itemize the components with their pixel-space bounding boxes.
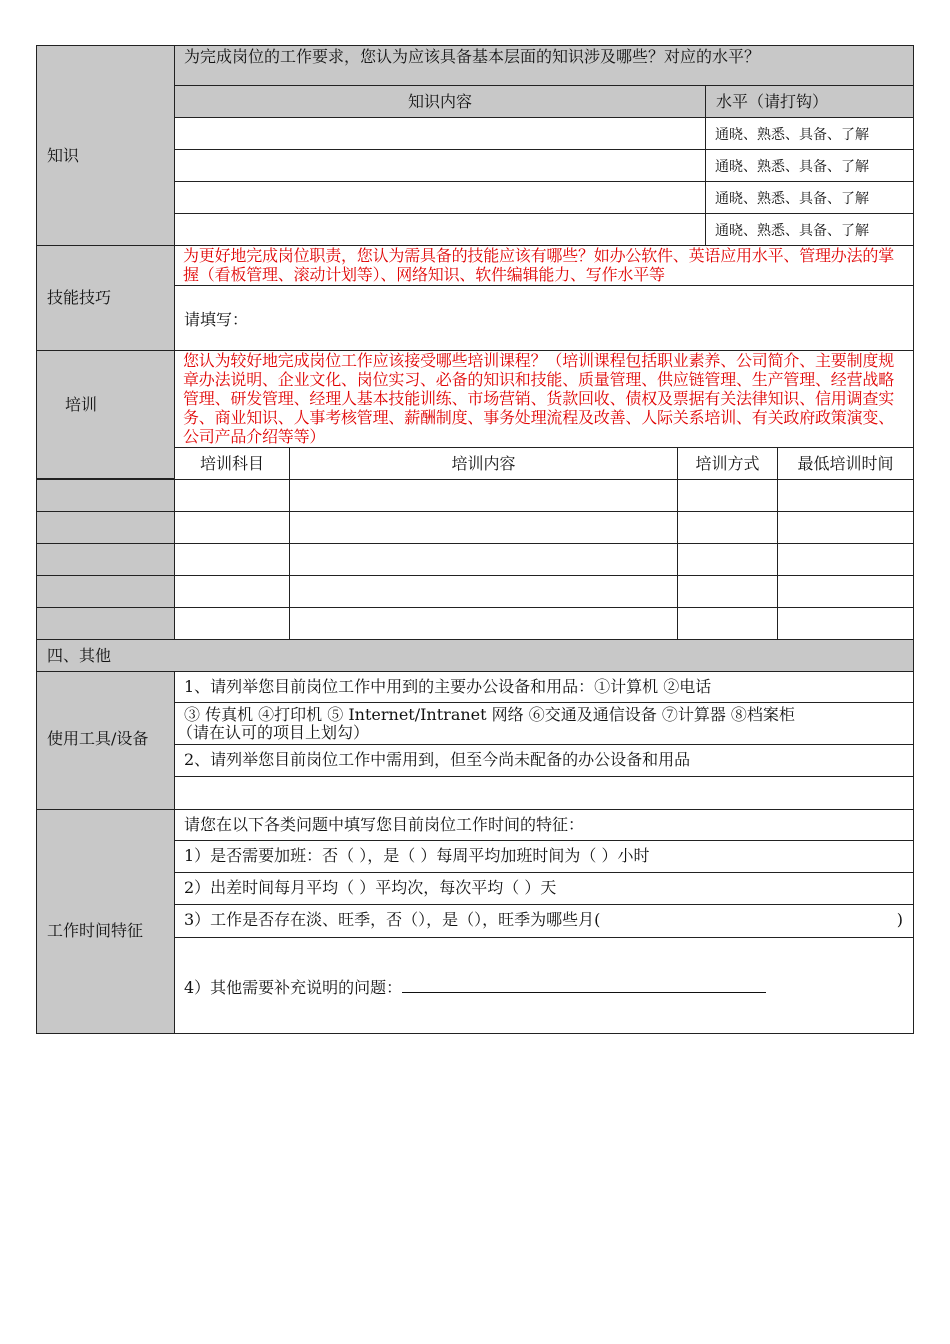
training-row-label: [36, 479, 175, 512]
skills-prompt: 为更好地完成岗位职责，您认为需具备的技能应该有哪些？如办公软件、英语应用水平、管理办法的掌握（看板管理、滚动计划等）、网络知识、软件编辑能力、写作水平等: [183, 246, 895, 284]
training-method-input[interactable]: [677, 479, 778, 512]
skills-label: 技能技巧: [47, 288, 112, 307]
tools-q1-cell: [174, 671, 914, 703]
training-subject-input[interactable]: [174, 511, 290, 544]
knowledge-label: 知识: [47, 146, 80, 165]
training-row-label: [36, 511, 175, 544]
training-time-input[interactable]: [777, 543, 914, 576]
training-label: 培训: [65, 395, 98, 414]
training-col-method: 培训方式: [677, 447, 778, 480]
tools-q2: 2、请列举您目前岗位工作中需用到，但至今尚未配备的办公设备和用品: [184, 750, 691, 769]
training-row-label: [36, 575, 175, 608]
worktime-other: 4）其他需要补充说明的问题：: [184, 978, 766, 998]
tools-options-cell[interactable]: [174, 702, 914, 745]
training-col-subject: 培训科目: [174, 447, 290, 480]
training-label-cell: [36, 350, 175, 479]
training-time-input[interactable]: [777, 511, 914, 544]
knowledge-content-input[interactable]: [174, 181, 706, 214]
worktime-overtime: 1）是否需要加班：否（ ），是（ ）每周平均加班时间为（ ）小时: [184, 846, 650, 865]
tools-options-note: （请在认可的项目上划勾）: [177, 723, 370, 742]
skills-label-cell: [36, 245, 175, 351]
worktime-intro-cell: [174, 809, 914, 841]
worktime-season: 3）工作是否存在淡、旺季，否（），是（），旺季为哪些月(: [184, 910, 601, 929]
training-content-input[interactable]: [289, 479, 678, 512]
worktime-intro: 请您在以下各类问题中填写您目前岗位工作时间的特征：: [184, 815, 585, 834]
training-col-time: 最低培训时间: [777, 447, 914, 480]
worktime-label: 工作时间特征: [47, 921, 144, 940]
knowledge-col-level: 水平（请打钩）: [705, 85, 914, 118]
job-analysis-form: [36, 45, 914, 1034]
training-row-label: [36, 543, 175, 576]
worktime-other-row[interactable]: [174, 937, 914, 1034]
training-subject-input[interactable]: [174, 607, 290, 640]
tools-q1: 1、请列举您目前岗位工作中用到的主要办公设备和用品：①计算机 ②电话: [184, 677, 712, 696]
training-col-content: 培训内容: [289, 447, 678, 480]
knowledge-question-cell: [174, 45, 914, 86]
knowledge-label-cell: [36, 45, 175, 246]
training-method-input[interactable]: [677, 607, 778, 640]
training-time-input[interactable]: [777, 479, 914, 512]
other-section-header: 四、其他: [36, 639, 914, 672]
training-row-label: [36, 607, 175, 640]
tools-label-cell: [36, 671, 175, 810]
knowledge-content-input[interactable]: [174, 213, 706, 246]
worktime-season-close: ): [896, 910, 903, 929]
training-time-input[interactable]: [777, 575, 914, 608]
knowledge-level-select[interactable]: 通晓、熟悉、具备、了解: [705, 181, 914, 214]
training-subject-input[interactable]: [174, 543, 290, 576]
training-method-input[interactable]: [677, 543, 778, 576]
worktime-travel: 2）出差时间每月平均（ ）平均次，每次平均（ ）天: [184, 878, 557, 897]
knowledge-level-select[interactable]: 通晓、熟悉、具备、了解: [705, 149, 914, 182]
tools-q2-cell: [174, 744, 914, 777]
training-content-input[interactable]: [289, 511, 678, 544]
skills-input[interactable]: [174, 285, 914, 351]
worktime-season-row[interactable]: [174, 904, 914, 938]
training-subject-input[interactable]: [174, 479, 290, 512]
knowledge-question: 为完成岗位的工作要求，您认为应该具备基本层面的知识涉及哪些？对应的水平？: [184, 47, 761, 66]
knowledge-level-select[interactable]: 通晓、熟悉、具备、了解: [705, 117, 914, 150]
training-content-input[interactable]: [289, 607, 678, 640]
knowledge-col-content: 知识内容: [174, 85, 706, 118]
training-method-input[interactable]: [677, 511, 778, 544]
training-content-input[interactable]: [289, 543, 678, 576]
knowledge-content-input[interactable]: [174, 149, 706, 182]
training-method-input[interactable]: [677, 575, 778, 608]
tools-options: ③ 传真机 ④打印机 ⑤ Internet/Intranet 网络 ⑥交通及通信设备 ⑦计算器 ⑧档案柜: [184, 705, 795, 724]
training-prompt: 您认为较好地完成岗位工作应该接受哪些培训课程？（培训课程包括职业素养、公司简介、主要制度规章办法说明、企业文化、岗位实习、必备的知识和技能、质量管理、供应链管理、生产管理、经营战略管理、研发管理、经理人基本技能训练、市场营销、货款回收、债权及票据有关法律知识、信用调查实务、商业知识、人事考核管理、薪酬制度、事务处理流程及改善、人际关系培训、有关政府政策演变、公司产品介绍等等）: [183, 351, 895, 446]
training-content-input[interactable]: [289, 575, 678, 608]
worktime-label-cell: [36, 809, 175, 1034]
worktime-travel-row[interactable]: [174, 872, 914, 905]
knowledge-content-input[interactable]: [174, 117, 706, 150]
worktime-other-blank[interactable]: [402, 978, 766, 993]
training-prompt-cell: [174, 350, 914, 448]
skills-fill-label: 请填写：: [184, 310, 249, 329]
training-time-input[interactable]: [777, 607, 914, 640]
worktime-overtime-row[interactable]: [174, 840, 914, 873]
knowledge-level-select[interactable]: 通晓、熟悉、具备、了解: [705, 213, 914, 246]
tools-label: 使用工具/设备: [47, 729, 149, 748]
tools-q2-input[interactable]: [174, 776, 914, 810]
skills-prompt-cell: [174, 245, 914, 286]
training-subject-input[interactable]: [174, 575, 290, 608]
